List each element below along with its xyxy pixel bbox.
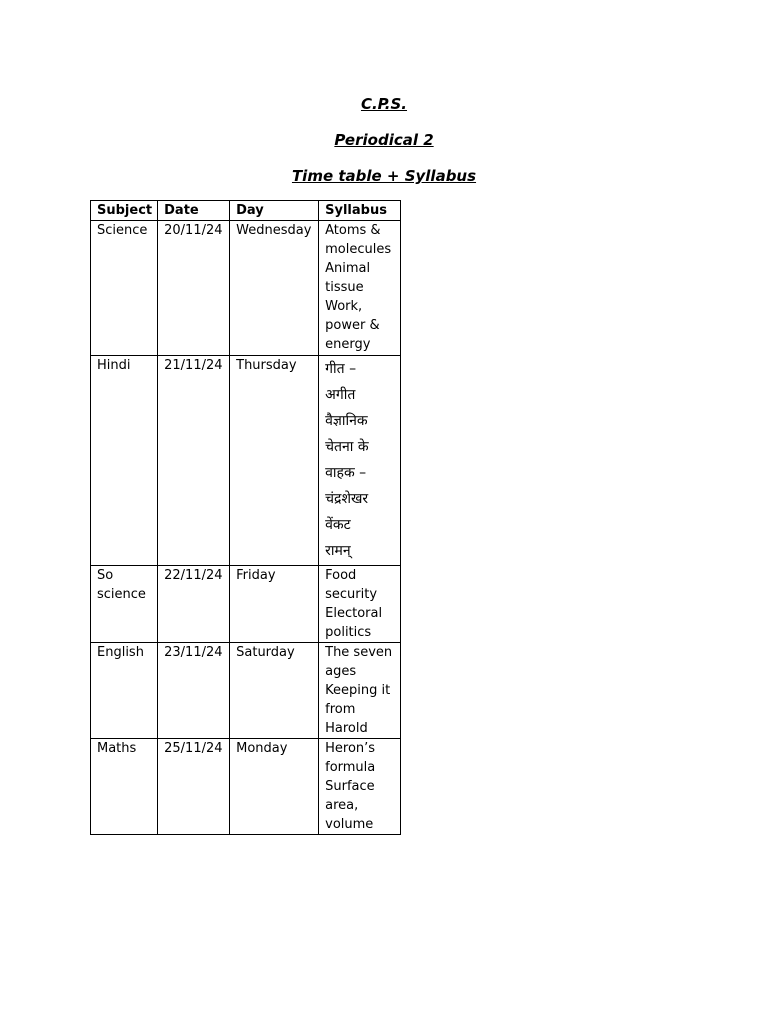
syllabus-line: Surface [325,779,375,794]
syllabus-line: वैज्ञानिक [325,413,368,429]
header-date: Date [158,201,230,221]
syllabus-cell [319,356,401,566]
table-header-row [91,201,401,221]
subject-cell: English [91,643,158,739]
syllabus-line: चंद्रशेखर [325,491,369,507]
day-cell: Friday [230,566,319,643]
subject-cell: Maths [91,739,158,835]
syllabus-cell [319,643,401,739]
syllabus-line: Animal [325,261,371,276]
day-cell: Wednesday [230,221,319,356]
syllabus-line: The seven [325,645,393,660]
table-row [91,356,401,566]
timetable [90,200,401,835]
syllabus-line: गीत – [325,361,357,377]
page-subtitle: Time table + Syllabus [291,167,477,185]
subject-cell: Science [91,221,158,356]
syllabus-line: power & [325,318,380,333]
date-cell: 23/11/24 [158,643,230,739]
syllabus-line: Atoms & [325,223,381,238]
header-day: Day [230,201,319,221]
syllabus-line: चेतना के [325,439,369,455]
syllabus-line: molecules [325,242,392,257]
subject-cell: So science [91,566,158,643]
syllabus-line: tissue [325,280,364,295]
day-cell: Saturday [230,643,319,739]
syllabus-line: Food [325,568,357,583]
syllabus-cell [319,221,401,356]
exam-title: Periodical 2 [334,131,434,149]
syllabus-cell [319,566,401,643]
syllabus-line: वाहक – [325,465,367,481]
syllabus-line: area, [325,798,359,813]
date-cell: 20/11/24 [158,221,230,356]
syllabus-line: अगीत [325,387,356,403]
syllabus-line: Keeping it [325,683,391,698]
table-row [91,739,401,835]
syllabus-line: वेंकट [325,517,351,533]
school-title: C.P.S. [360,95,408,113]
date-cell: 25/11/24 [158,739,230,835]
syllabus-cell [319,739,401,835]
syllabus-line: Electoral [325,606,383,621]
table-row [91,221,401,356]
syllabus-line: Harold [325,721,368,736]
syllabus-line: formula [325,760,376,775]
syllabus-line: Work, [325,299,363,314]
table-row [91,566,401,643]
syllabus-line: politics [325,625,372,640]
subject-cell: Hindi [91,356,158,566]
day-cell: Monday [230,739,319,835]
syllabus-line: ages [325,664,357,679]
syllabus-line: energy [325,337,371,352]
day-cell: Thursday [230,356,319,566]
syllabus-line: from [325,702,356,717]
table-row [91,643,401,739]
syllabus-line: volume [325,817,374,832]
syllabus-line: रामन् [325,543,351,559]
syllabus-line: Heron’s [325,741,376,756]
syllabus-line: security [325,587,378,602]
header-syllabus: Syllabus [319,201,401,221]
header-subject: Subject [91,201,158,221]
date-cell: 21/11/24 [158,356,230,566]
date-cell: 22/11/24 [158,566,230,643]
